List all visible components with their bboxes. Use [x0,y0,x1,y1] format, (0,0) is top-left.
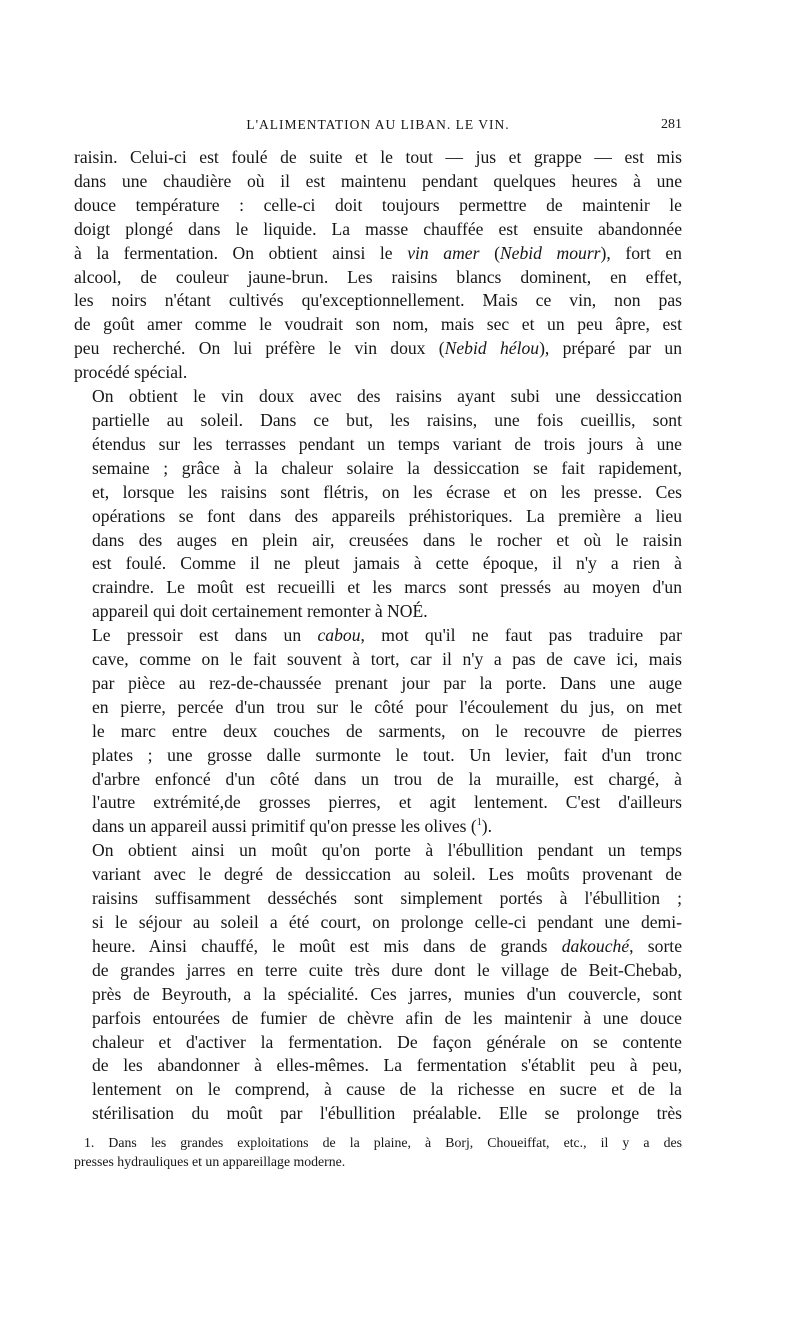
text-segment: ( [494,242,500,263]
paragraph-4 [74,839,682,1126]
text-line: et, lorsque les raisins sont flétris, on les écrase et on les presse. Ces [92,481,682,502]
text-line: stérilisation du moût par l'ébullition préalable. Elle se prolonge très [92,1103,682,1124]
text-line: l'autre extrémité,de grosses pierres, et agit lentement. C'est d'ailleurs [92,792,682,813]
paragraph-1 [74,146,682,385]
text-line: On obtient le vin doux avec des raisins ayant subi une dessiccation [92,386,682,407]
text-line: de les abandonner à elles-mêmes. La fermentation s'établit peu à peu, [92,1055,682,1076]
text-line: les noirs n'étant cultivés qu'exceptionnellement. Mais ce vin, non pas [74,290,682,311]
italic-term: dakouché [561,935,630,956]
text-line: en pierre, percée d'un trou sur le côté pour l'écoulement du jus, on met [92,696,682,717]
text-segment: ), préparé par un [539,338,683,359]
text-segment: peu recherché. On lui préfère le vin doux ( [74,338,445,359]
text-segment: heure. Ainsi chauffé, le moût est mis dans de grands [92,935,548,956]
text-line: raisins suffisamment desséchés sont simplement portés à l'ébullition ; [92,888,682,909]
text-segment: ), fort en [600,242,682,263]
text-line: variant avec le degré de dessiccation au soleil. Les moûts provenant de [92,864,682,885]
text-line: semaine ; grâce à la chaleur solaire la dessiccation se fait rapidement, [92,457,682,478]
text-line: dans une chaudière où il est maintenu pendant quelques heures à une [74,170,682,191]
italic-term: cabou [317,625,361,646]
italic-term: Nebid hélou [444,338,540,359]
text-line: si le séjour au soleil a été court, on prolonge celle-ci pendant une demi- [92,912,682,932]
text-segment: ). [481,816,493,837]
footnote-line: presses hydrauliques et un appareillage moderne. [74,1154,346,1169]
text-line: appareil qui doit certainement remonter à NOÉ. [92,601,428,622]
text-segment: Le pressoir est dans un [92,625,302,646]
text-line: de grandes jarres en terre cuite très dure dont le village de Beit-Chebab, [92,959,682,980]
text-line: est foulé. Comme il ne pleut jamais à cette époque, il n'y a rien à [92,553,682,574]
text-line [74,935,682,959]
text-line: opérations se font dans des appareils préhistoriques. La première a lieu [92,505,682,526]
page-number: 281 [661,117,682,132]
footnote [74,1133,682,1171]
text-line: de goût amer comme le voudrait son nom, mais sec et un peu âpre, est [74,314,682,335]
text-line: plates ; une grosse dalle surmonte le tout. Un levier, fait d'un tronc [92,744,682,765]
text-line: dans des auges en plein air, creusées dans le rocher et où le raisin [92,529,682,550]
paragraph-3 [74,624,682,839]
text-line: par pièce au rez-de-chaussée prenant jour par la porte. Dans une auge [92,672,682,693]
footnote-ref: 1 [476,817,482,829]
body-text [74,146,682,1126]
italic-term: Nebid mourr [499,242,601,263]
footnote-line: 1. Dans les grandes exploitations de la plaine, à Borj, Choueiffat, etc., il y a des [84,1135,682,1150]
text-line [74,815,682,839]
text-line: raisin. Celui-ci est foulé de suite et le tout — jus et grappe — est mis [74,147,682,167]
text-line: doigt plongé dans le liquide. La masse chauffée est ensuite abandonnée [74,218,682,239]
text-segment: dans un appareil aussi primitif qu'on presse les olives ( [92,816,477,837]
italic-term: vin amer [407,242,480,263]
text-line: le marc entre deux couches de sarments, on le recouvre de pierres [92,720,682,741]
text-line: procédé spécial. [74,362,188,383]
running-title: L'ALIMENTATION AU LIBAN. LE VIN. [246,117,510,132]
text-line: cave, comme on le fait souvent à tort, car il n'y a pas de cave ici, mais [92,649,682,670]
text-line [74,624,682,648]
text-line [74,242,682,266]
text-segment: à la fermentation. On obtient ainsi le [74,242,393,263]
text-line: chaleur et d'activer la fermentation. De façon générale on se contente [92,1031,682,1052]
running-head [74,117,682,137]
text-line: étendus sur les terrasses pendant un temps variant de trois jours à une [92,433,682,454]
text-segment: , sorte [629,935,683,956]
text-line: douce température : celle-ci doit toujours permettre de maintenir le [74,194,682,215]
text-line: On obtient ainsi un moût qu'on porte à l'ébullition pendant un temps [92,840,682,861]
text-line: alcool, de couleur jaune-brun. Les raisins blancs dominent, en effet, [74,266,682,287]
text-line: lentement on le comprend, à cause de la richesse en sucre et de la [92,1079,682,1100]
paragraph-2 [74,385,682,624]
text-line: craindre. Le moût est recueilli et les marcs sont pressés au moyen d'un [92,577,682,598]
text-line: d'arbre enfoncé d'un côté dans un trou de la muraille, est chargé, à [92,768,682,789]
text-line: parfois entourées de fumier de chèvre afin de les maintenir à une douce [92,1007,682,1028]
text-line [74,337,682,361]
text-line: partielle au soleil. Dans ce but, les raisins, une fois cueillis, sont [92,409,682,430]
text-line: près de Beyrouth, a la spécialité. Ces jarres, munies d'un couvercle, sont [92,983,682,1004]
text-segment: , mot qu'il ne faut pas traduire par [360,625,682,646]
